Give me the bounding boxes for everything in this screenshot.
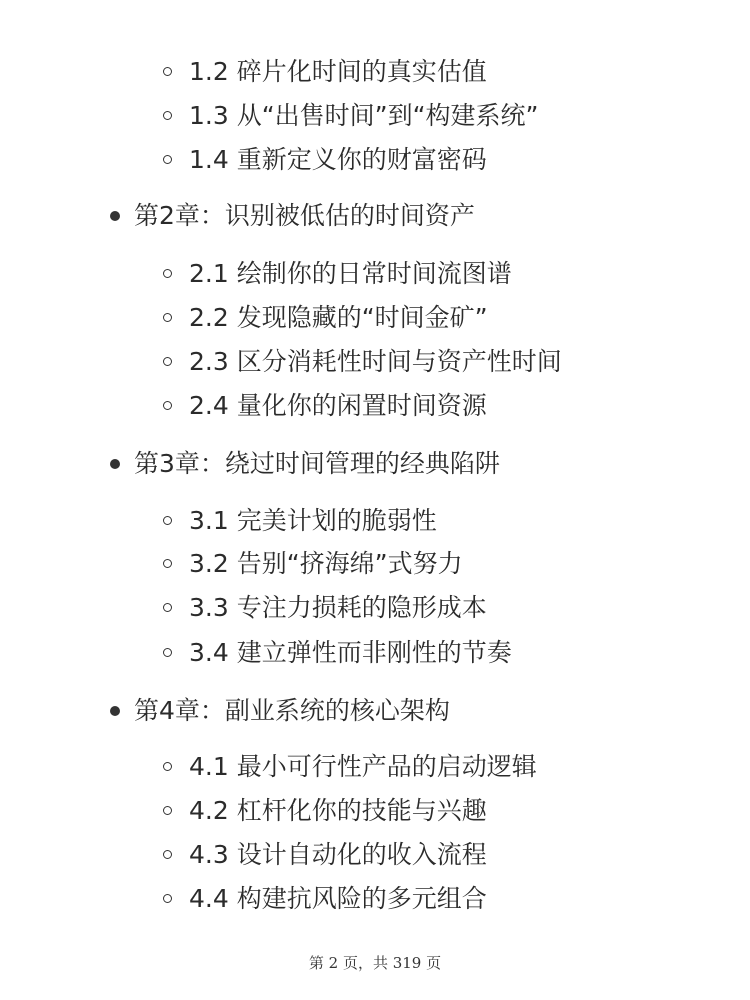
toc-item-text: 1.2 碎片化时间的真实估值 [189, 57, 487, 86]
page-number-footer: 第 2 页，共 319 页 [308, 954, 442, 972]
hollow-bullet-icon [163, 67, 172, 76]
toc-item-text: 3.4 建立弹性而非刚性的节奏 [189, 638, 512, 667]
hollow-bullet-icon [163, 111, 172, 120]
hollow-bullet-icon [163, 401, 172, 410]
toc-chapter-text: 第3章：绕过时间管理的经典陷阱 [134, 449, 500, 478]
hollow-bullet-icon [163, 648, 172, 657]
toc-item-text: 4.2 杠杆化你的技能与兴趣 [189, 796, 487, 825]
solid-bullet-icon [110, 211, 120, 221]
toc-item-text: 3.3 专注力损耗的隐形成本 [189, 593, 487, 622]
hollow-bullet-icon [163, 155, 172, 164]
hollow-bullet-icon [163, 762, 172, 771]
hollow-bullet-icon [163, 516, 172, 525]
toc-chapter-text: 第2章：识别被低估的时间资产 [134, 201, 475, 230]
hollow-bullet-icon [163, 559, 172, 568]
hollow-bullet-icon [163, 357, 172, 366]
toc-item-text: 2.3 区分消耗性时间与资产性时间 [189, 347, 562, 376]
hollow-bullet-icon [163, 806, 172, 815]
toc-item-text: 4.4 构建抗风险的多元组合 [189, 884, 487, 913]
toc-item-text: 4.3 设计自动化的收入流程 [189, 840, 487, 869]
hollow-bullet-icon [163, 894, 172, 903]
hollow-bullet-icon [163, 313, 172, 322]
toc-item-text: 1.3 从“出售时间”到“构建系统” [189, 101, 539, 130]
hollow-bullet-icon [163, 850, 172, 859]
toc-item-text: 2.4 量化你的闲置时间资源 [189, 391, 487, 420]
toc-item-text: 4.1 最小可行性产品的启动逻辑 [189, 752, 537, 781]
toc-item-text: 2.2 发现隐藏的“时间金矿” [189, 303, 488, 332]
toc-item-text: 3.2 告别“挤海绵”式努力 [189, 549, 463, 578]
toc-item-text: 2.1 绘制你的日常时间流图谱 [189, 259, 512, 288]
toc-item-text: 1.4 重新定义你的财富密码 [189, 145, 487, 174]
solid-bullet-icon [110, 459, 120, 469]
toc-chapter-text: 第4章：副业系统的核心架构 [134, 696, 450, 725]
toc-item-text: 3.1 完美计划的脆弱性 [189, 506, 437, 535]
hollow-bullet-icon [163, 603, 172, 612]
hollow-bullet-icon [163, 269, 172, 278]
solid-bullet-icon [110, 706, 120, 716]
